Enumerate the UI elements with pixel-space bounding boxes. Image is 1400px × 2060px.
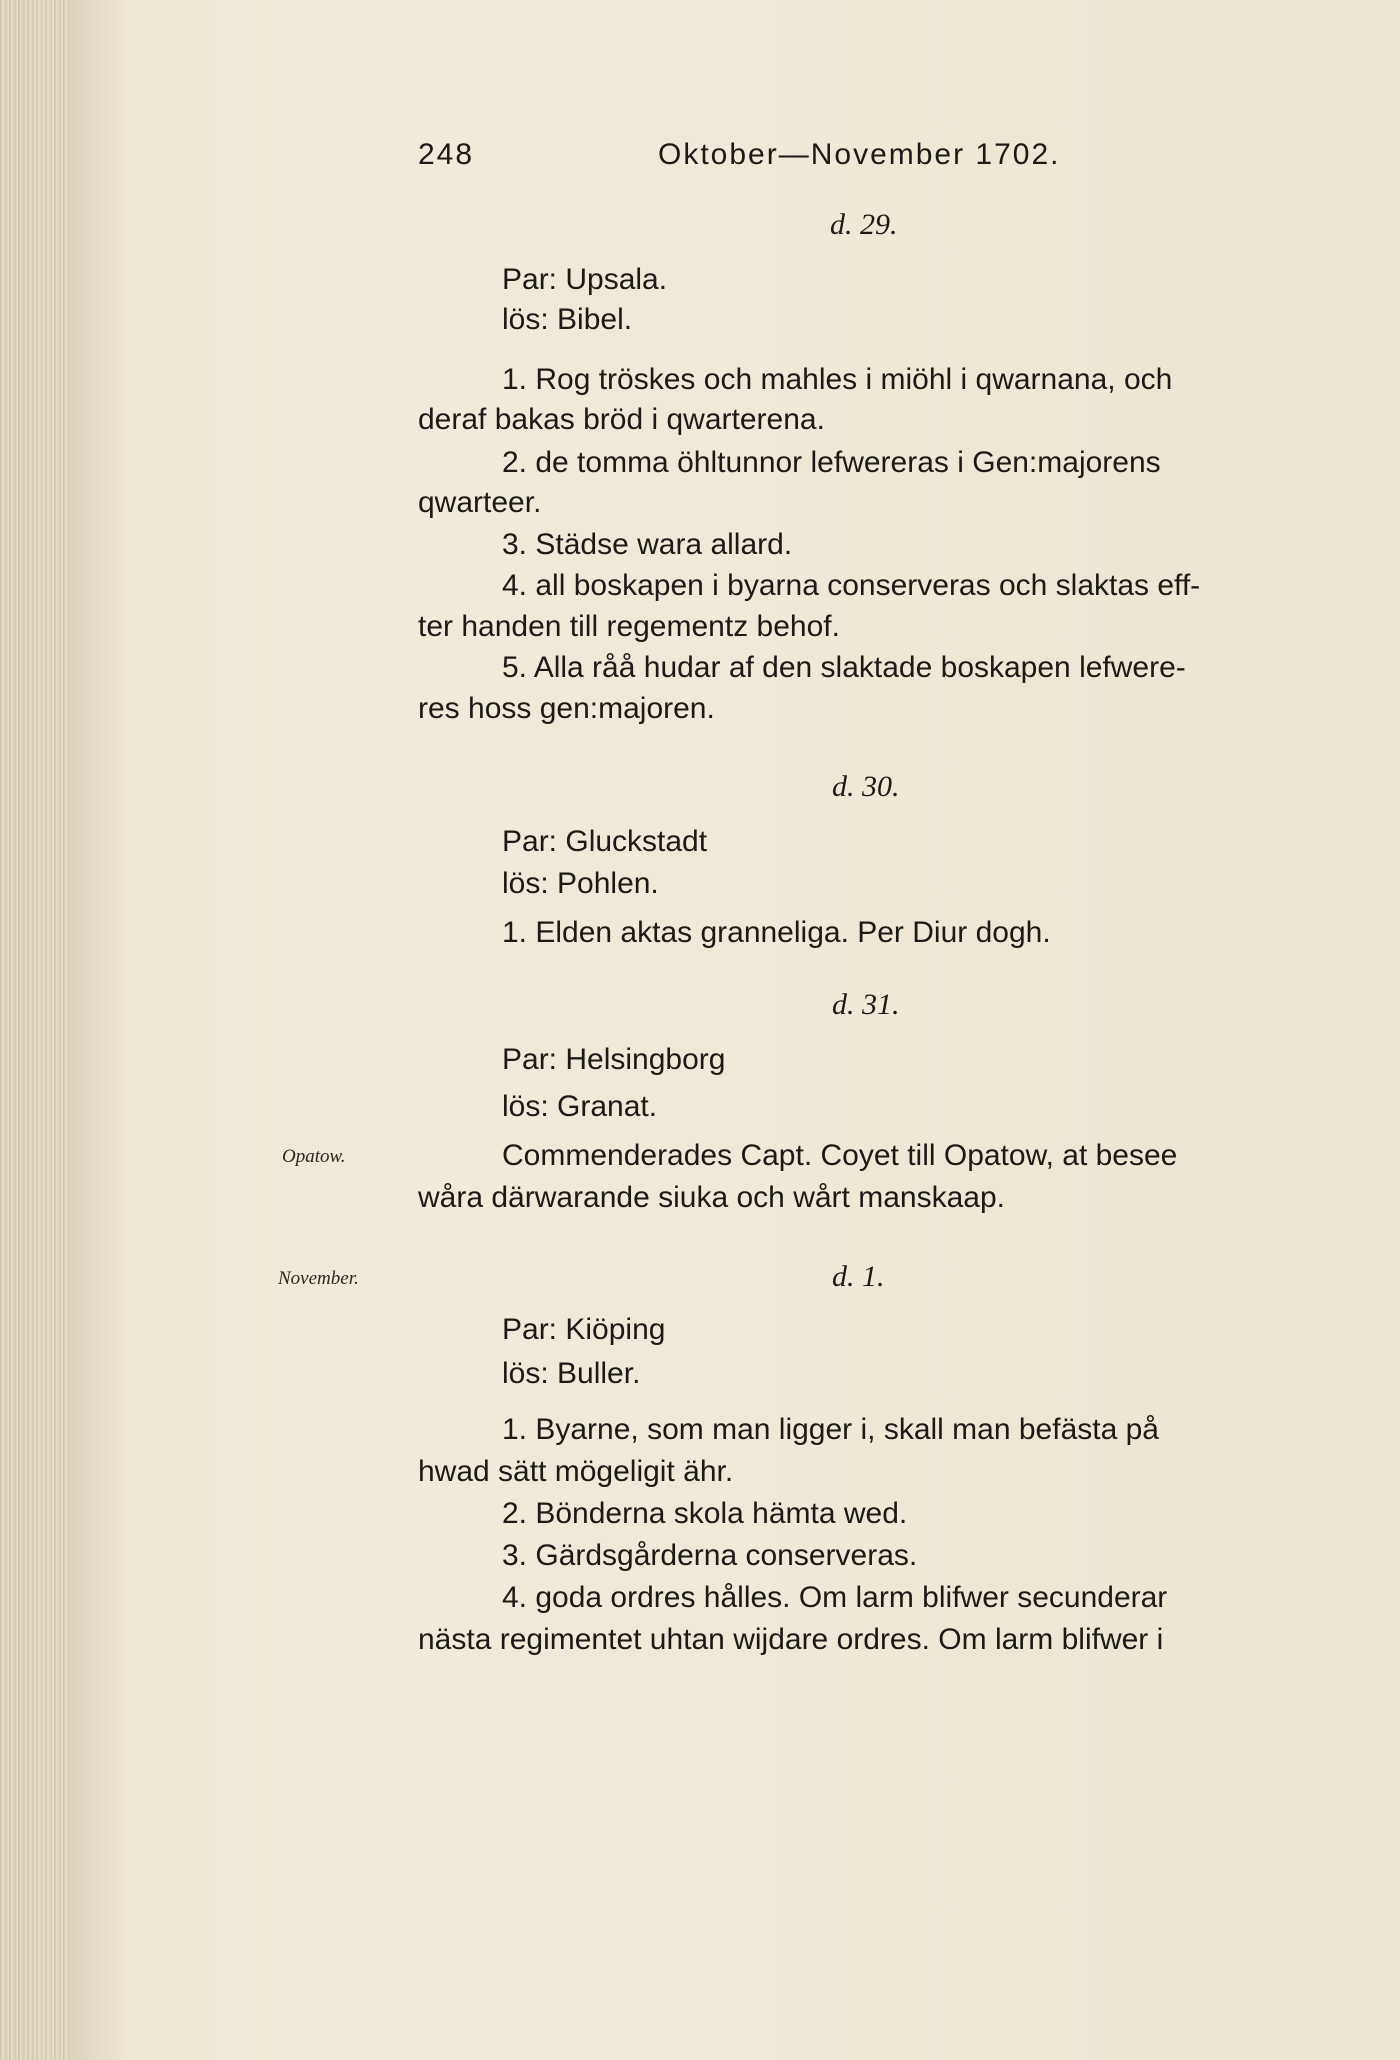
order-line: deraf bakas bröd i qwarterena. [418, 403, 825, 436]
entry-password: Par: Upsala. [502, 263, 668, 296]
order-line: 4. all boskapen i byarna conserveras och slaktas eff- [502, 569, 1201, 602]
entry-date: d. 30. [832, 770, 900, 803]
order-line [418, 360, 1328, 400]
order-line: nästa regimentet uhtan wijdare ordres. Om larm blifwer i [418, 1623, 1164, 1656]
order-line: 2. de tomma öhltunnor lefwereras i Gen:majorens [502, 446, 1161, 479]
order-line: 5. Alla råå hudar af den slaktade boskapen lefwere- [502, 651, 1186, 684]
running-title: Oktober—November 1702. [658, 138, 1061, 171]
entry-date: d. 1. [832, 1260, 885, 1293]
order-line: 4. goda ordres hålles. Om larm blifwer secunderar [502, 1581, 1168, 1614]
entry-watchword: lös: Buller. [502, 1357, 641, 1390]
margin-note-november: November. [278, 1268, 359, 1289]
order-line: Commenderades Capt. Coyet till Opatow, at besee [502, 1139, 1178, 1172]
order-line: qwarteer. [418, 486, 542, 519]
order-line: res hoss gen:majoren. [418, 692, 715, 725]
order-line: wåra därwarande siuka och wårt manskaap. [418, 1181, 1005, 1214]
order-line: 3. Städse wara allard. [502, 528, 793, 561]
order-line: 1. Elden aktas granneliga. Per Diur dogh. [502, 916, 1051, 949]
order-line: 1. Byarne, som man ligger i, skall man befästa på [502, 1413, 1159, 1446]
order-line: 3. Gärdsgårderna conserveras. [502, 1539, 918, 1572]
entry-date: d. 31. [832, 988, 900, 1021]
entry-password: Par: Kiöping [502, 1313, 666, 1346]
running-header [418, 138, 1098, 178]
order-line: 2. Bönderna skola hämta wed. [502, 1497, 908, 1530]
order-text: 1. Rog tröskes och mahles i miöhl i qwarnana, och [502, 363, 1173, 396]
order-line: hwad sätt mögeligit ähr. [418, 1455, 734, 1488]
order-line: ter handen till regementz behof. [418, 610, 840, 643]
entry-date: d. 29. [830, 208, 898, 241]
margin-note-opatow: Opatow. [282, 1146, 346, 1167]
page-number: 248 [418, 138, 475, 171]
page-gutter-shadow [70, 0, 130, 2060]
entry-password: Par: Helsingborg [502, 1043, 726, 1076]
entry-watchword: lös: Pohlen. [502, 867, 659, 900]
entry-password: Par: Gluckstadt [502, 825, 708, 858]
page-edge-stack [0, 0, 70, 2060]
entry-watchword: lös: Bibel. [502, 303, 633, 336]
entry-watchword: lös: Granat. [502, 1090, 658, 1123]
